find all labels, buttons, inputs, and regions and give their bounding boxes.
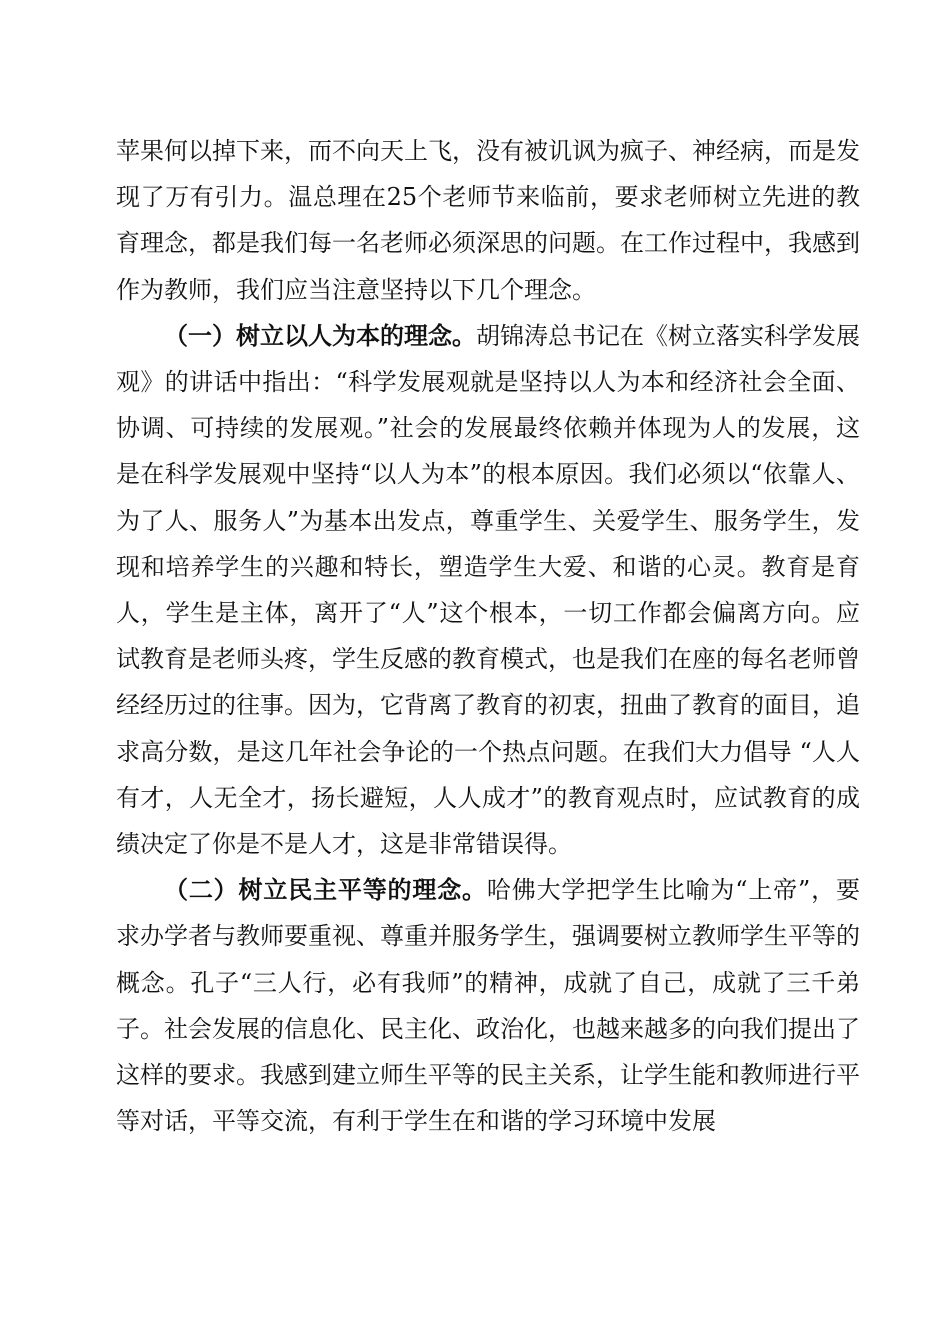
paragraph-section-2 (116, 867, 860, 1144)
section-2-heading: （二）树立民主平等的理念。 (164, 875, 487, 905)
section-2-text: 哈佛大学把学生比喻为“上帝”，要求办学者与教师要重视、尊重并服务学生，强调要树立教师学生平等的概念。孔子“三人行，必有我师”的精神，成就了自己，成就了三千弟子。社会发展的信息化、民主化、政治化，也越来越多的向我们提出了这样的要求。我感到建立师生平等的民主关系，让学生能和教师进行平等对话，平等交流，有利于学生在和谐的学习环境中发展 (116, 876, 860, 1136)
paragraph-section-1 (116, 313, 860, 867)
paragraph-intro (116, 128, 860, 313)
document-page (116, 128, 860, 1144)
section-1-heading: （一）树立以人为本的理念。 (164, 320, 476, 350)
paragraph-intro-text: 苹果何以掉下来，而不向天上飞，没有被讥讽为疯子、神经病，而是发现了万有引力。温总理在25个老师节来临前，要求老师树立先进的教育理念，都是我们每一名老师必须深思的问题。在工作过程中，我感到作为教师，我们应当注意坚持以下几个理念。 (116, 137, 860, 304)
section-1-text: 胡锦涛总书记在《树立落实科学发展观》的讲话中指出：“科学发展观就是坚持以人为本和经济社会全面、协调、可持续的发展观。”社会的发展最终依赖并体现为人的发展，这是在科学发展观中坚持“以人为本”的根本原因。我们必须以“依靠人、为了人、服务人”为基本出发点，尊重学生、关爱学生、服务学生，发现和培养学生的兴趣和特长，塑造学生大爱、和谐的心灵。教育是育人，学生是主体，离开了“人”这个根本，一切工作都会偏离方向。应试教育是老师头疼，学生反感的教育模式，也是我们在座的每名老师曾经经历过的往事。因为，它背离了教育的初衷，扭曲了教育的面目，追求高分数，是这几年社会争论的一个热点问题。在我们大力倡导 “人人有才，人无全才，扬长避短，人人成才”的教育观点时，应试教育的成绩决定了你是不是人才，这是非常错误得。 (116, 321, 860, 859)
